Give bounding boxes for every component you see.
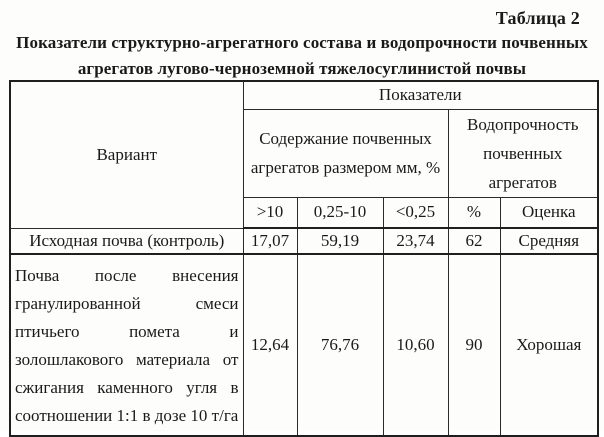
value-cell-rating: Хорошая bbox=[500, 254, 598, 436]
value-cell-025-10: 76,76 bbox=[297, 254, 383, 436]
value-cell-025-10: 59,19 bbox=[297, 228, 383, 254]
header-cell-water-resistance: Водопрочность почвенных агрегатов bbox=[448, 109, 598, 197]
variant-line: соотношении 1:1 в дозе 10 т/га bbox=[15, 406, 239, 425]
variant-line: Почва после внесения bbox=[15, 266, 239, 285]
variant-line: гранулированной смеси bbox=[15, 294, 239, 313]
value-cell-lt025: 10,60 bbox=[383, 254, 448, 436]
header-cell-indicators: Показатели bbox=[243, 81, 598, 109]
value-cell-percent: 62 bbox=[448, 228, 500, 254]
value-cell-rating: Средняя bbox=[500, 228, 598, 254]
variant-cell-control: Исходная почва (контроль) bbox=[10, 228, 243, 254]
subheader-cell-rating: Оценка bbox=[500, 197, 598, 228]
table-title-line1: Показатели структурно-агрегатного состава и водопрочности почвенных bbox=[16, 33, 588, 52]
subheader-cell-025-10: 0,25-10 bbox=[297, 197, 383, 228]
table-row bbox=[10, 228, 598, 254]
table-title-line2: агрегатов лугово-черноземной тяжелосуглинистой почвы bbox=[77, 59, 527, 78]
table-caption-number: Таблица 2 bbox=[495, 8, 580, 28]
variant-line: золошлакового материала от bbox=[15, 350, 239, 369]
value-cell-gt10: 17,07 bbox=[243, 228, 297, 254]
value-cell-lt025: 23,74 bbox=[383, 228, 448, 254]
value-cell-percent: 90 bbox=[448, 254, 500, 436]
data-table bbox=[9, 80, 599, 437]
subheader-cell-percent: % bbox=[448, 197, 500, 228]
subheader-cell-gt10: >10 bbox=[243, 197, 297, 228]
variant-line: сжигания каменного угля в bbox=[15, 378, 239, 397]
variant-cell-treatment bbox=[10, 254, 243, 436]
variant-text bbox=[14, 255, 240, 435]
table-row bbox=[10, 254, 598, 436]
subheader-cell-lt025: <0,25 bbox=[383, 197, 448, 228]
value-cell-gt10: 12,64 bbox=[243, 254, 297, 436]
variant-line: птичьего помета и bbox=[15, 322, 239, 341]
header-cell-aggregate-content: Содержание почвенных агрегатов размером мм, % bbox=[243, 109, 448, 197]
header-cell-variant: Вариант bbox=[10, 81, 243, 228]
